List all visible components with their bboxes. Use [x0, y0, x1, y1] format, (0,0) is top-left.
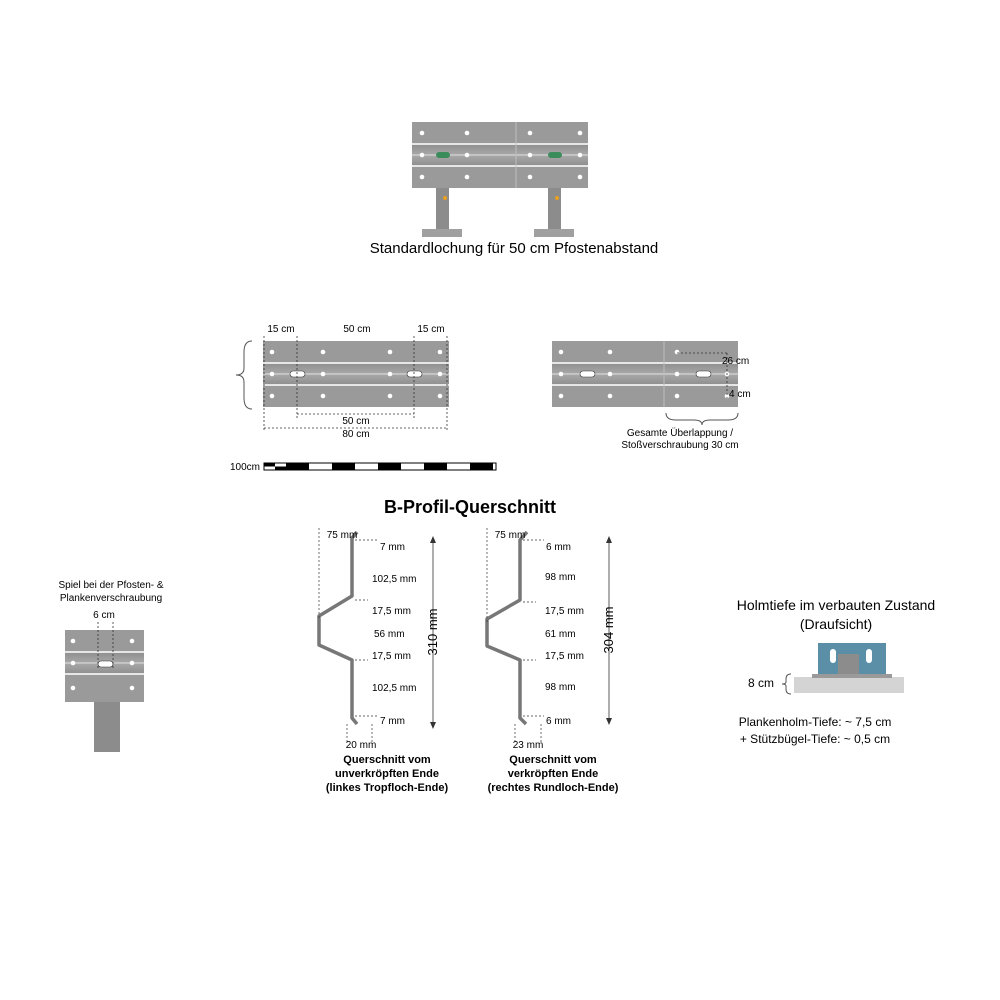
guardrail-assembly	[412, 122, 588, 237]
profile-right-d4: 61 mm	[545, 629, 576, 640]
profile-right-height: 304 mm	[601, 606, 616, 654]
brace-bottom	[666, 413, 738, 425]
dim-overlap-top: 26 cm	[722, 356, 750, 367]
scale-bar	[264, 463, 496, 470]
scale-bar-label: 100cm	[230, 462, 261, 473]
dim-right-offset: 15 cm	[417, 324, 445, 335]
dim-play: 6 cm	[93, 610, 115, 621]
depth-label: 8 cm	[748, 676, 775, 690]
caption-play-1: Spiel bei der Pfosten- &	[58, 580, 164, 591]
caption-standard-holes: Standardlochung für 50 cm Pfostenabstand	[369, 240, 659, 257]
depth-title-1: Holmtiefe im verbauten Zustand	[736, 597, 936, 613]
profile-left-d7: 7 mm	[380, 716, 405, 727]
profile-right-d2: 98 mm	[545, 572, 576, 583]
profile-right-caption-3: (rechtes Rundloch-Ende)	[487, 782, 619, 794]
bolt-orange-left	[443, 196, 447, 200]
profile-left-bottom-flange: 20 mm	[345, 740, 377, 751]
play-panel	[65, 622, 144, 752]
depth-panel	[782, 643, 904, 694]
slot-green-left	[436, 152, 450, 158]
overlap-panel	[552, 341, 738, 425]
profile-left-d4: 56 mm	[374, 629, 405, 640]
profile-right-caption-1: Querschnitt vom	[509, 754, 597, 766]
dim-left-offset: 15 cm	[267, 324, 295, 335]
rail-bottom	[412, 166, 588, 188]
dim-inner-span: 50 cm	[342, 416, 370, 427]
profile-right-shape	[487, 532, 527, 724]
dim-total-span: 80 cm	[342, 429, 370, 440]
profile-left-caption-1: Querschnitt vom	[343, 754, 431, 766]
profile-right-d5: 17,5 mm	[545, 651, 584, 662]
profile-right-d1: 6 mm	[546, 542, 571, 553]
caption-overlap-1: Gesamte Überlappung /	[626, 428, 734, 439]
profile-left-d2: 102,5 mm	[372, 574, 417, 585]
profile-right-bottom-flange: 23 mm	[512, 740, 544, 751]
slot-left	[290, 371, 305, 377]
profile-left-d3: 17,5 mm	[372, 606, 411, 617]
profile-left-d6: 102,5 mm	[372, 683, 417, 694]
dim-spacing: 50 cm	[343, 324, 371, 335]
post-right	[548, 188, 561, 236]
profile-left-caption-2: unverkröpften Ende	[335, 768, 439, 780]
dim-overlap-side: 4 cm	[729, 389, 751, 400]
depth-note-2: + Stützbügel-Tiefe: ~ 0,5 cm	[739, 732, 891, 746]
profile-left-caption-3: (linkes Tropfloch-Ende)	[325, 782, 449, 794]
profile-right-top-flange: 75 mm	[494, 530, 526, 541]
profile-right-d6: 98 mm	[545, 682, 576, 693]
post-left	[436, 188, 449, 236]
profile-left-shape	[319, 532, 357, 724]
bolt-orange-right	[555, 196, 559, 200]
slot-green-right	[548, 152, 562, 158]
profile-right-d7: 6 mm	[546, 716, 571, 727]
rail-top	[412, 122, 588, 144]
profile-right-caption-2: verkröpften Ende	[507, 768, 599, 780]
profile-left-d1: 7 mm	[380, 542, 405, 553]
caption-overlap-2: Stoßverschraubung 30 cm	[621, 440, 739, 451]
profile-left-d5: 17,5 mm	[372, 651, 411, 662]
slot-right	[407, 371, 422, 377]
profile-left-top-flange: 75 mm	[326, 530, 358, 541]
brace-left	[236, 341, 252, 409]
brace-depth	[782, 674, 791, 694]
depth-note-1: Plankenholm-Tiefe: ~ 7,5 cm	[738, 715, 892, 729]
post-foot-left	[422, 229, 462, 237]
caption-play-2: Plankenverschraubung	[59, 593, 163, 604]
title-profile: B-Profil-Querschnitt	[383, 497, 557, 517]
profile-right-d3: 17,5 mm	[545, 606, 584, 617]
post-foot-right	[534, 229, 574, 237]
profile-left-height: 310 mm	[425, 608, 440, 656]
depth-title-2: (Draufsicht)	[799, 616, 873, 632]
